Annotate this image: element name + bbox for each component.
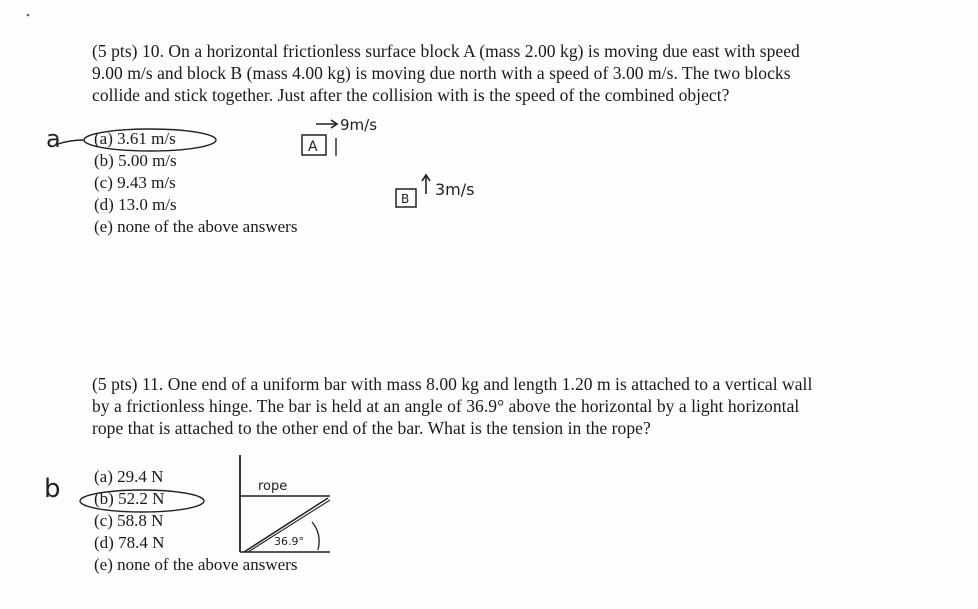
- question-11-line-2: by a frictionless hinge. The bar is held at an angle of 36.9° above the horizontal by a light horizontal: [92, 396, 800, 416]
- q11-choice-a: (a) 29.4 N: [94, 467, 164, 486]
- velocity-b-label: 3m/s: [435, 180, 475, 199]
- question-11-choices: [94, 466, 297, 576]
- q11-choice-e: (e) none of the above answers: [94, 555, 298, 574]
- q10-choice-a: (a) 3.61 m/s: [94, 129, 176, 148]
- q11-handwritten-answer: b: [44, 474, 61, 504]
- question-10-line-3: collide and stick together. Just after the collision with is the speed of the combined object?: [92, 85, 730, 105]
- question-11-line-1: (5 pts) 11. One end of a uniform bar with mass 8.00 kg and length 1.20 m is attached to a vertical wall: [92, 374, 813, 394]
- block-b-label: B: [401, 192, 410, 206]
- block-a-box: [302, 135, 326, 155]
- east-arrow-head: [331, 120, 337, 128]
- question-10-line-2: 9.00 m/s and block B (mass 4.00 kg) is moving due north with a speed of 3.00 m/s. The two blocks: [92, 63, 791, 83]
- angle-arc: [312, 522, 319, 550]
- block-a-label: A: [308, 139, 318, 155]
- block-b-box: [396, 189, 416, 207]
- north-arrow-head: [422, 175, 430, 181]
- question-11-text: [92, 373, 892, 439]
- q10-choice-d: (d) 13.0 m/s: [94, 195, 177, 214]
- q11-choice-c: (c) 58.8 N: [94, 511, 164, 530]
- q11-choice-b: (b) 52.2 N: [94, 489, 165, 508]
- q10-choice-c: (c) 9.43 m/s: [94, 173, 176, 192]
- velocity-a-label: 9m/s: [340, 116, 378, 134]
- q10-handwritten-answer: a: [46, 125, 61, 153]
- stray-mark: [27, 14, 30, 17]
- question-10-text: [92, 40, 892, 106]
- question-11-line-3: rope that is attached to the other end of the bar. What is the tension in the rope?: [92, 418, 651, 438]
- q10-choice-b: (b) 5.00 m/s: [94, 151, 177, 170]
- question-10-choices: [94, 128, 297, 238]
- q11-choice-d: (d) 78.4 N: [94, 533, 165, 552]
- q10-answer-tail: [58, 140, 84, 144]
- angle-label: 36.9°: [274, 535, 304, 548]
- rope-label: rope: [258, 479, 288, 494]
- q10-choice-e: (e) none of the above answers: [94, 217, 298, 236]
- question-10-line-1: (5 pts) 10. On a horizontal frictionless surface block A (mass 2.00 kg) is moving due east with speed: [92, 41, 800, 61]
